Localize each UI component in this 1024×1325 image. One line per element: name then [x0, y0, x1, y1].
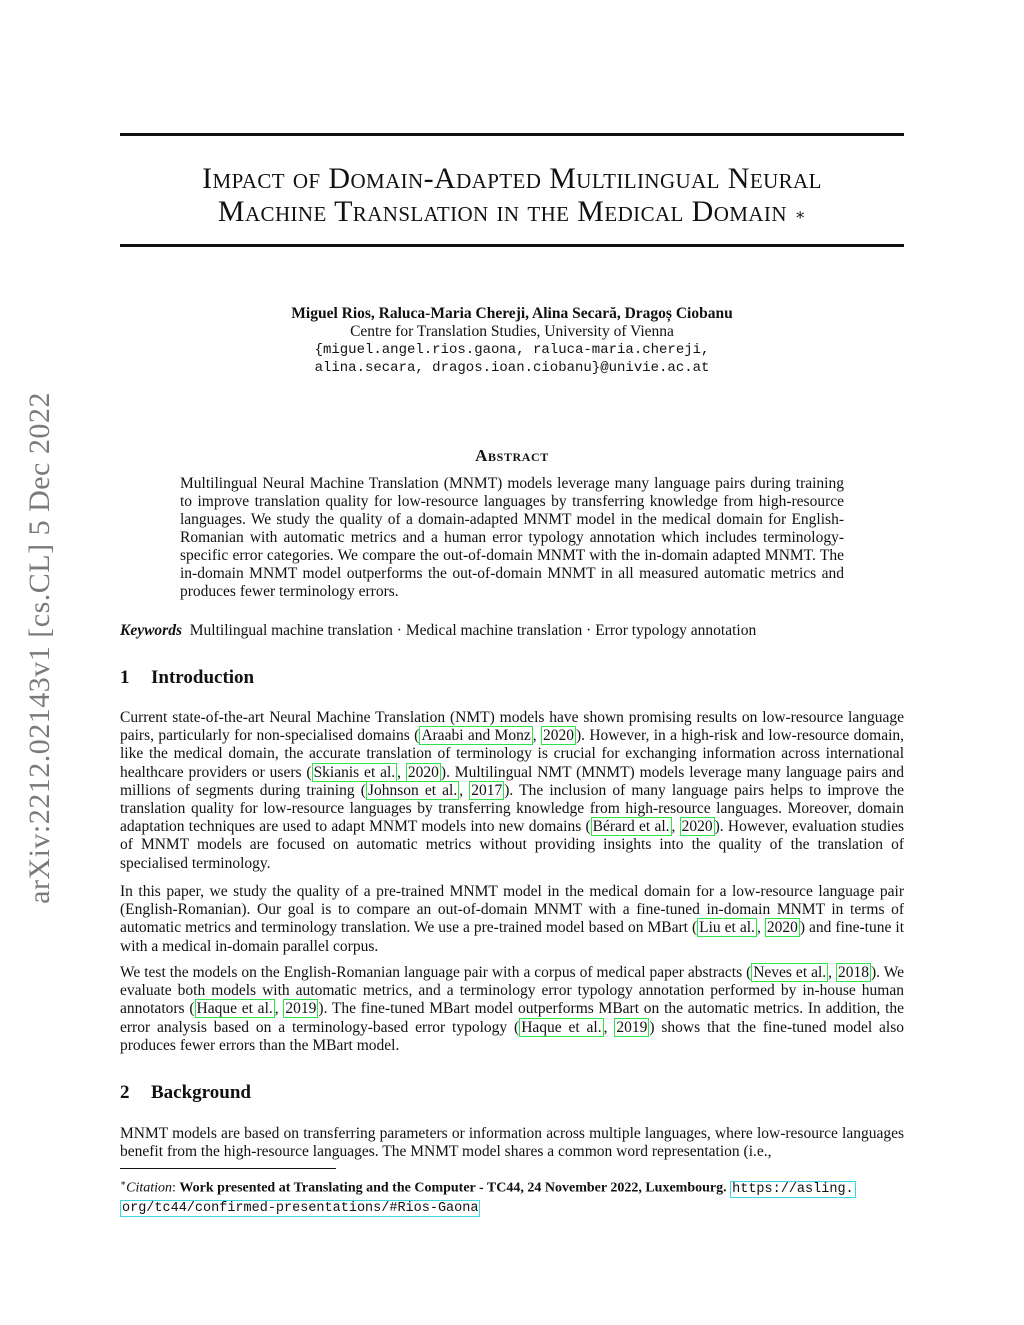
keywords-label: Keywords: [120, 622, 182, 639]
citation-year-link[interactable]: 2017: [471, 781, 503, 799]
intro-paragraph-1: [120, 709, 904, 873]
citation-link[interactable]: Araabi and Monz: [421, 727, 531, 745]
section-heading-background: [120, 1082, 251, 1104]
citation-year-link[interactable]: 2018: [838, 964, 869, 981]
background-paragraph-1: MNMT models are based on transferring parameters or information across multiple languages, where low-resource languages benefit from the high-resource languages. The MNMT model shares a common word representation (i.e.,: [120, 1125, 904, 1161]
footnote-venue: Work presented at Translating and the Computer - TC44, 24 November 2022, Luxembourg.: [179, 1180, 727, 1196]
citation-link[interactable]: Skianis et al.: [313, 763, 396, 781]
paragraph-text: ). Multilingual NMT (MNMT) models leverage many language pairs and millions of segments during training (: [120, 763, 904, 799]
title-line-2-text: Machine Translation in the Medical Domain: [217, 195, 787, 228]
section-title: Background: [151, 1082, 251, 1103]
paragraph-text: ). However, evaluation studies of MNMT models are focused on automatic metrics without providing insights into the quality of the translation of specialised terminology.: [120, 818, 905, 872]
paragraph-text: ) shows that the fine-tuned model also produces fewer errors than the MBart model.: [120, 1018, 904, 1054]
citation-link[interactable]: Liu et al.: [699, 919, 755, 937]
intro-paragraph-3: [120, 964, 904, 1055]
citation-year-link[interactable]: 2019: [285, 1000, 317, 1018]
paragraph-text: ). The inclusion of many language pairs helps to improve the translation quality for low-resource languages by transferring knowledge from high-resource languages. Moreover, domain adaptation techniques are used to adapt MNMT models into new domains (: [120, 781, 905, 836]
keywords-text: Multilingual machine translation · Medical machine translation · Error typology annotation: [189, 622, 757, 639]
footnote: [120, 1174, 904, 1218]
footnote-marker: ∗: [120, 1178, 127, 1188]
citation-year-link[interactable]: 2020: [407, 763, 439, 781]
citation-year-link[interactable]: 2019: [616, 1018, 648, 1036]
section-number: 2: [120, 1082, 130, 1103]
citation-year-link[interactable]: 2020: [766, 919, 798, 937]
paragraph-text: ). However, in a high-risk and low-resource domain, like the medical domain, the accurate translation of terminology is crucial for exchanging information across international healthcare providers or users (: [120, 727, 905, 781]
paragraph-text: We test the models on the English-Romanian language pair with a corpus of medical paper abstracts (: [120, 964, 752, 981]
footnote-rule: [120, 1168, 336, 1169]
section-heading-introduction: [120, 667, 254, 689]
citation-link[interactable]: Bérard et al.: [592, 818, 670, 836]
keywords: [120, 622, 904, 640]
footnote-url-part-2[interactable]: org/tc44/confirmed-presentations/#Rios-Gaona: [122, 1200, 479, 1216]
title-rule-bottom: [120, 244, 904, 247]
citation-year-link[interactable]: 2020: [542, 727, 574, 745]
citation-separator: ,: [603, 1018, 615, 1036]
author-affiliation: Centre for Translation Studies, University of Vienna: [350, 323, 674, 340]
footnote-label: Citation: [126, 1180, 173, 1196]
citation-separator: ,: [671, 818, 680, 836]
title-line-2: [120, 195, 904, 228]
title-line-1: Impact of Domain-Adapted Multilingual Neural: [202, 162, 822, 195]
paragraph-text: ) and fine-tune it with a medical in-domain parallel corpus.: [120, 919, 904, 955]
citation-separator: ,: [532, 727, 541, 745]
author-emails-line-1: {miguel.angel.rios.gaona, raluca-maria.chereji,: [314, 342, 710, 358]
section-number: 1: [120, 667, 130, 688]
citation-link[interactable]: Haque et al.: [196, 1000, 273, 1018]
arxiv-stamp: arXiv:2212.02143v1 [cs.CL] 5 Dec 2022: [23, 392, 56, 904]
citation-separator: ,: [274, 1000, 284, 1018]
citation-separator: ,: [828, 964, 836, 981]
abstract-text: Multilingual Neural Machine Translation (MNMT) models leverage many language pairs during training to improve translation quality for low-resource languages by transferring knowledge from high-resource languages. We study the quality of a domain-adapted MNMT model in the medical domain for English-Romanian with automatic metrics and a human error typology annotation which includes terminology-specific error categories. We compare the out-of-domain MNMT with the in-domain adapted MNMT. The in-domain MNMT model outperforms the out-of-domain MNMT in all measured automatic metrics and produces fewer terminology errors.: [180, 475, 844, 600]
paragraph-text: Current state-of-the-art Neural Machine Translation (NMT) models have shown promising results on low-resource language pairs, particularly for non-specialised domains (: [120, 709, 904, 745]
citation-link[interactable]: Haque et al.: [521, 1018, 602, 1036]
paper-title: [120, 162, 904, 228]
paragraph-text: ). We evaluate both models with automatic metrics, and a terminology error typology annotation performed by in-house human annotators (: [120, 964, 904, 1018]
footnote-separator: :: [172, 1180, 180, 1196]
author-emails-line-2: alina.secara, dragos.ioan.ciobanu}@univie.ac.at: [314, 360, 710, 376]
citation-separator: ,: [397, 763, 406, 781]
paragraph-text: In this paper, we study the quality of a pre-trained MNMT model in the medical domain for a low-resource language pair (English-Romanian). Our goal is to compare an out-of-domain MNMT with a fine-tuned in-domain MNMT in terms of automatic metrics and terminology translation. We use a pre-trained model based on MBart (: [120, 883, 904, 937]
title-rule-top: [120, 133, 904, 136]
author-block: [120, 305, 904, 377]
citation-link[interactable]: Neves et al.: [753, 964, 827, 981]
citation-separator: ,: [459, 781, 470, 799]
paragraph-text: ). The fine-tuned MBart model outperforms MBart on the automatic metrics. In addition, the error analysis based on a terminology-based error typology (: [120, 1000, 904, 1036]
citation-separator: ,: [756, 919, 765, 937]
intro-paragraph-2: [120, 883, 904, 956]
citation-year-link[interactable]: 2020: [681, 818, 713, 836]
abstract-heading: Abstract: [475, 446, 549, 465]
title-footnote-marker[interactable]: ∗: [794, 207, 807, 224]
footnote-url-part-1[interactable]: https://asling.: [732, 1181, 854, 1197]
section-title: Introduction: [151, 667, 255, 688]
citation-link[interactable]: Johnson et al.: [367, 781, 458, 799]
author-names: Miguel Rios, Raluca-Maria Chereji, Alina Secară, Dragoș Ciobanu: [291, 305, 733, 322]
